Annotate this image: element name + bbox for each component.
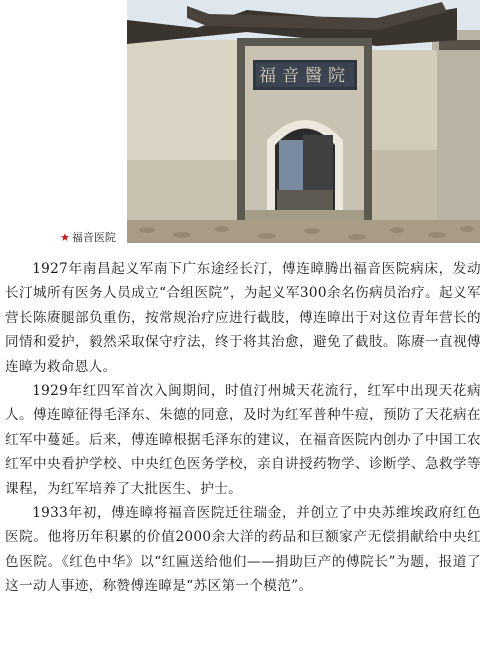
paragraph: 1927年南昌起义军南下广东途经长汀，傅连暲腾出福音医院病床，发动长汀城所有医务人员成立“合组医院”，为起义军300余名伤病员治疗。起义军营长陈赓腿部负重伤，按常规治疗应进行截肢，傅连暲出于对这位青年营长的同情和爱护，毅然采取保守疗法，终于将其治愈，避免了截肢。陈赓一直视傅连暲为救命恩人。	[5, 261, 481, 375]
sign-board-text: 福音醫院	[259, 66, 351, 86]
paragraph: 1933年初，傅连暲将福音医院迁往瑞金，并创立了中央苏维埃政府红色医院。他将历年积累的价值2000余大洋的药品和巨额家产无偿捐献给中央红色医院。《红色中华》以“红匾送给他们——捐助巨产的傅院长”为题，报道了这一动人事迹，称赞傅连暲是“苏区第一个模范”。	[5, 505, 481, 595]
article-body	[5, 257, 481, 599]
caption-text: 福音医院	[71, 231, 116, 244]
hospital-photo	[127, 0, 480, 243]
photo-caption	[60, 229, 116, 245]
star-icon: ★	[60, 231, 70, 244]
paragraph: 1929年红四军首次入闽期间，时值汀州城天花流行，红军中出现天花病人。傅连暲征得毛泽东、朱德的同意，及时为红军普种牛痘，预防了天花病在红军中蔓延。后来，傅连暲根据毛泽东的建议，在福音医院内创办了中国工农红军中央看护学校、中央红色医务学校，亲自讲授药物学、诊断学、急救学等课程，为红军培养了大批医生、护士。	[5, 383, 481, 497]
